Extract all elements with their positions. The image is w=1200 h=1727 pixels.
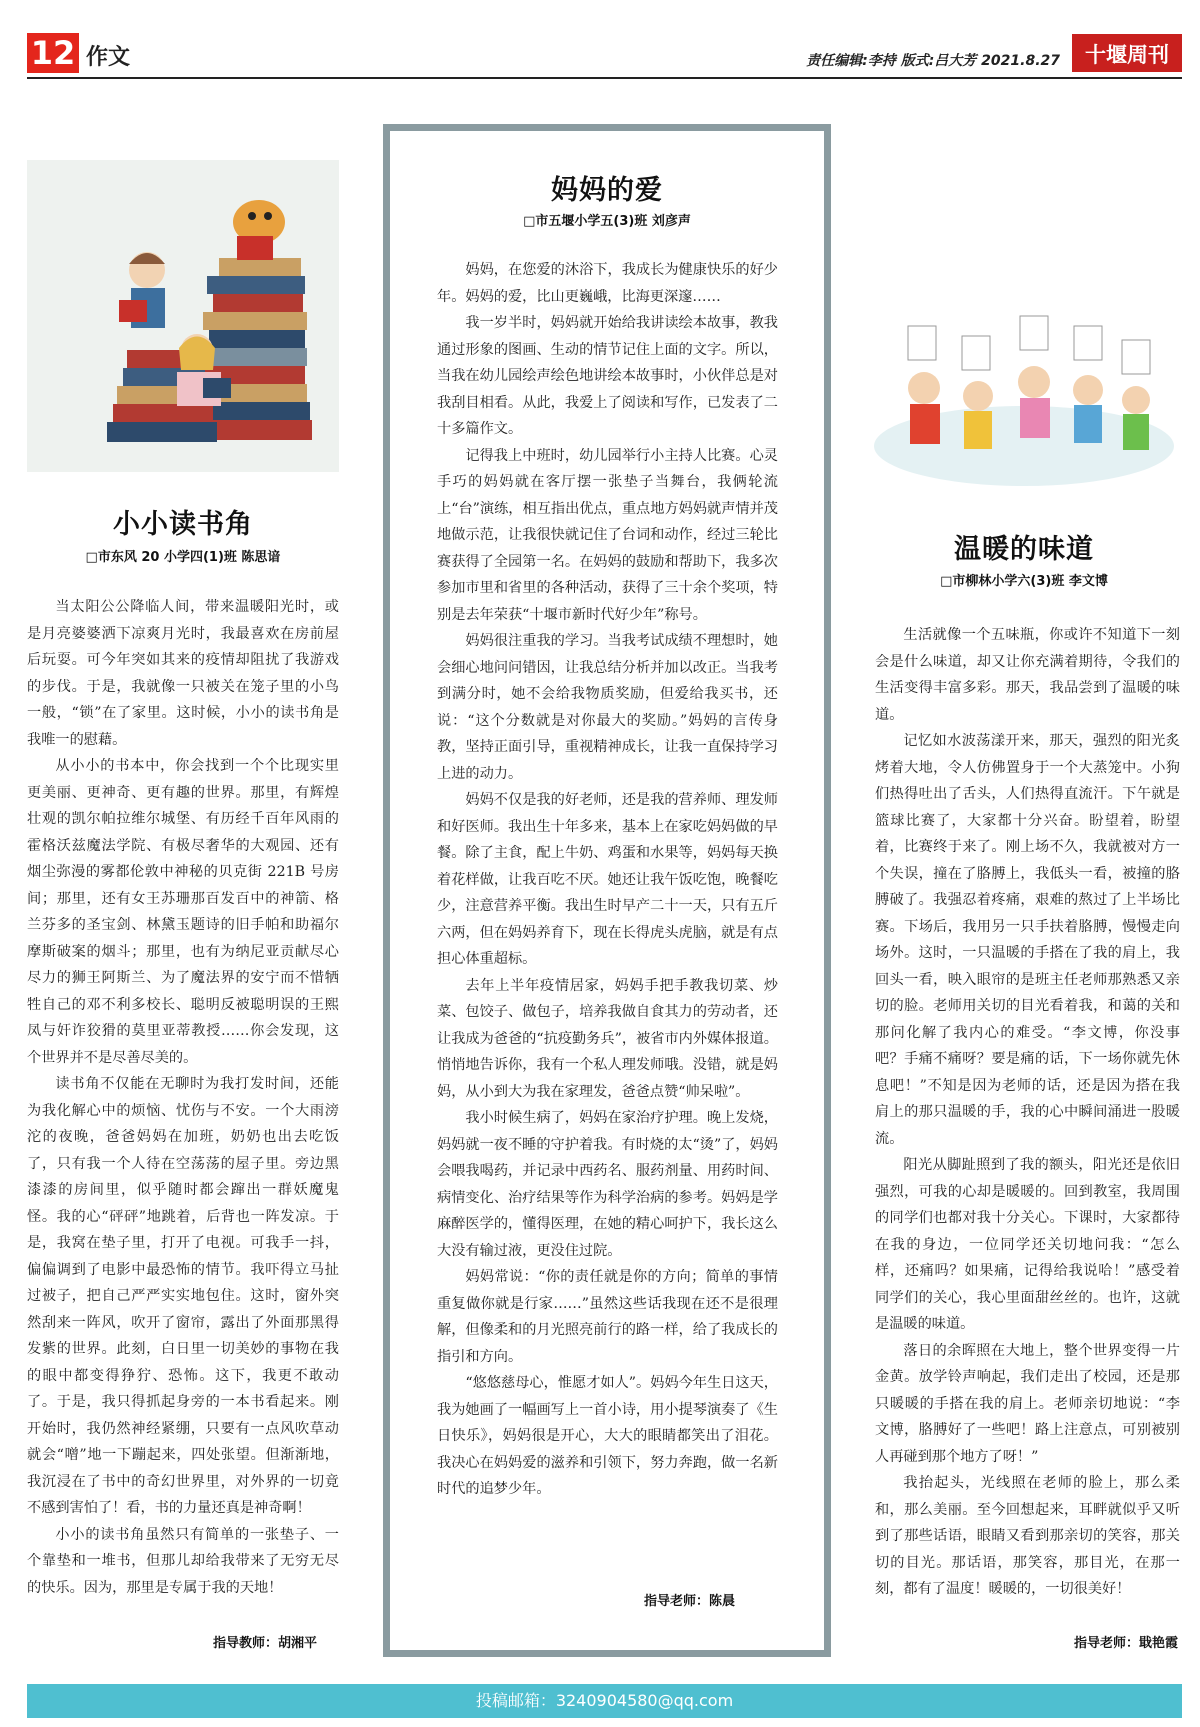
article-body-middle (437, 257, 778, 1503)
header-divider (27, 77, 1182, 79)
article-byline-left: □市东风 20 小学四(1)班 陈思谙 (85, 550, 281, 565)
paragraph: 读书角不仅能在无聊时为我打发时间，还能为我化解心中的烦恼、忧伤与不安。一个大雨滂沱的夜晚，爸爸妈妈在加班，奶奶也出去吃饭了，只有我一个人待在空荡荡的屋子里。旁边黑漆漆的房间里，似乎随时都会蹿出一群妖魔鬼怪。我的心“砰砰”地跳着，后背也一阵发凉。于是，我窝在垫子里，打开了电视。可我手一抖，偏偏调到了电影中最恐怖的情节。我吓得立马扯过被子，把自己严严实实地包住。这时，窗外突然刮来一阵风，吹开了窗帘，露出了外面那黑得发紫的世界。此刻，白日里一切美妙的事物在我的眼中都变得狰狞、恐怖。这下，我更不敢动了。于是，我只得抓起身旁的一本书看起来。刚开始时，我仍然神经紧绷，只要有一点风吹草动就会“噌”地一下蹦起来，四处张望。但渐渐地，我沉浸在了书中的奇幻世界里，对外界的一切竟不感到害怕了！看，书的力量还真是神奇啊！ (27, 1076, 339, 1516)
paragraph: 我一岁半时，妈妈就开始给我讲读绘本故事，教我通过形象的图画、生动的情节记住上面的文字。所以，当我在幼儿园绘声绘色地讲绘本故事时，小伙伴总是对我刮目相看。从此，我爱上了阅读和写作，已发表了二十多篇作文。 (437, 315, 778, 437)
submission-email-bar: 投稿邮箱：3240904580@qq.com (27, 1684, 1182, 1718)
children-holding-drawings-illustration (868, 296, 1180, 486)
books-reading-illustration (27, 160, 339, 472)
paragraph: 记忆如水波荡漾开来，那天，强烈的阳光炙烤着大地，令人仿佛置身于一个大蒸笼中。小狗们热得吐出了舌头，人们热得直流汗。下午就是篮球比赛了，大家都十分兴奋。盼望着，盼望着，比赛终于来了。刚上场不久，我就被对方一个失误，撞在了胳膊上，我低头一看，被撞的胳膊破了。我强忍着疼痛，艰难的熬过了上半场比赛。下场后，我用另一只手扶着胳膊，慢慢走向场外。这时，一只温暖的手搭在了我的肩上，我回头一看，映入眼帘的是班主任老师那熟悉又亲切的脸。老师用关切的目光看着我，和蔼的关和那问化解了我内心的难受。“李文博，你没事吧？手痛不痛呀？要是痛的话，下一场你就先休息吧！”不知是因为老师的话，还是因为搭在我肩上的那只温暖的手，我的心中瞬间涌进一股暖流。 (875, 733, 1180, 1147)
masthead-logo: 十堰周刊 (1072, 34, 1182, 72)
article-title-middle: 妈妈的爱 (551, 175, 663, 206)
article-title-left: 小小读书角 (113, 509, 253, 540)
paragraph: 落日的余晖照在大地上，整个世界变得一片金黄。放学铃声响起，我们走出了校园，还是那只暖暖的手搭在我的肩上。老师亲切地说：“李文博，胳膊好了一些吧！路上注意点，可别被别人再碰到那个地方了呀！” (875, 1342, 1180, 1465)
article-body-left (27, 594, 339, 1601)
article-byline-middle: □市五堰小学五(3)班 刘彦声 (523, 214, 691, 229)
article-title-right: 温暖的味道 (954, 534, 1094, 565)
paragraph: “悠悠慈母心，惟愿才如人”。妈妈今年生日这天，我为她画了一幅画写上一首小诗，用小提琴演奏了《生日快乐》，妈妈很是开心，大大的眼睛都笑出了泪花。我决心在妈妈爱的滋养和引领下，努力奔跑，做一名新时代的追梦少年。 (437, 1375, 778, 1497)
paragraph: 我抬起头，光线照在老师的脸上，那么柔和，那么美丽。至今回想起来，耳畔就似乎又听到了那些话语，眼睛又看到那亲切的笑容，那关切的目光。那话语，那笑容，那目光，在那一刻，都有了温度！暖暖的，一切很美好！ (875, 1475, 1180, 1597)
paragraph: 妈妈很注重我的学习。当我考试成绩不理想时，她会细心地问问错因，让我总结分析并加以改正。当我考到满分时，她不会给我物质奖励，但爱给我买书，还说：“这个分数就是对你最大的奖励。”妈妈的言传身教，坚持正面引导，重视精神成长，让我一直保持学习上进的动力。 (437, 633, 778, 782)
teacher-credit-right: 指导老师：戢艳霞 (1073, 1636, 1178, 1651)
paragraph: 我小时候生病了，妈妈在家治疗护理。晚上发烧，妈妈就一夜不睡的守护着我。有时烧的太“烫”了，妈妈会喂我喝药，并记录中西药名、服药剂量、用药时间、病情变化、治疗结果等作为科学治病的参考。妈妈是学麻醉医学的，懂得医理，在她的精心呵护下，我长这么大没有输过液，更没住过院。 (437, 1110, 778, 1259)
editor-credits: 责任编辑:李持 版式:吕大芳 2021.8.27 (806, 53, 1060, 69)
article-byline-right: □市柳林小学六(3)班 李文博 (940, 574, 1108, 589)
page-number: 12 (27, 33, 79, 73)
article-body-right (875, 622, 1180, 1603)
paragraph: 妈妈，在您爱的沐浴下，我成长为健康快乐的好少年。妈妈的爱，比山更巍峨，比海更深邃…… (437, 262, 778, 305)
teacher-credit-left: 指导教师：胡湘平 (212, 1636, 317, 1651)
paragraph: 妈妈不仅是我的好老师，还是我的营养师、理发师和好医师。我出生十年多来，基本上在家吃妈妈做的早餐。除了主食，配上牛奶、鸡蛋和水果等，妈妈每天换着花样做，让我百吃不厌。她还让我午饭吃饱，晚餐吃少，注意营养平衡。我出生时早产二十一天，只有五斤六两，但在妈妈养育下，现在长得虎头虎脑，就是有点担心体重超标。 (437, 792, 778, 967)
paragraph: 去年上半年疫情居家，妈妈手把手教我切菜、炒菜、包饺子、做包子，培养我做自食其力的劳动者，还让我成为爸爸的“抗疫勤务兵”，被省市内外媒体报道。悄悄地告诉你，我有一个私人理发师哦。没错，就是妈妈，从小到大为我在家理发，爸爸点赞“帅呆啦”。 (437, 977, 778, 1100)
paragraph: 阳光从脚趾照到了我的额头，阳光还是依旧强烈，可我的心却是暖暖的。回到教室，我周围的同学们也都对我十分关心。下课时，大家都待在我的身边，一位同学还关切地问我：“怎么样，还痛吗？如果痛，记得给我说哈！”感受着同学们的关心，我心里面甜丝丝的。也许，这就是温暖的味道。 (875, 1157, 1180, 1332)
paragraph: 生活就像一个五味瓶，你或许不知道下一刻会是什么味道，却又让你充满着期待，令我们的生活变得丰富多彩。那天，我品尝到了温暖的味道。 (875, 627, 1180, 723)
paragraph: 妈妈常说：“你的责任就是你的方向；简单的事情重复做你就是行家……”虽然这些话我现在还不是很理解，但像柔和的月光照亮前行的路一样，给了我成长的指引和方向。 (437, 1269, 778, 1365)
paragraph: 从小小的书本中，你会找到一个个比现实里更美丽、更神奇、更有趣的世界。那里，有辉煌壮观的凯尔帕拉维尔城堡、有历经千百年风雨的霍格沃兹魔法学院、有极尽奢华的大观园、还有烟尘弥漫的雾都伦敦中神秘的贝克街 221B 号房间；那里，还有女王苏珊那百发百中的神箭、格兰芬多的圣宝剑、林黛玉题诗的旧手帕和助福尔摩斯破案的烟斗；那里，也有为纳尼亚贡献尽心尽力的狮王阿斯兰、为了魔法界的安宁而不惜牺牲自己的邓不利多校长、聪明反被聪明误的王熙凤与奸诈狡猾的莫里亚蒂教授……你会发现，这个世界并不是尽善尽美的。 (27, 758, 339, 1066)
paragraph: 记得我上中班时，幼儿园举行小主持人比赛。心灵手巧的妈妈就在客厅摆一张垫子当舞台，我俩轮流上“台”演练，相互指出优点，重点地方妈妈就声情并茂地做示范，让我很快就记住了台词和动作，经过三轮比赛获得了全园第一名。在妈妈的鼓励和帮助下，我多次参加市里和省里的各种活动，获得了三十余个奖项，特别是去年荣获“十堰市新时代好少年”称号。 (437, 447, 778, 623)
paragraph: 当太阳公公降临人间，带来温暖阳光时，或是月亮婆婆洒下凉爽月光时，我最喜欢在房前屋后玩耍。可今年突如其来的疫情却阻扰了我游戏的步伐。于是，我就像一只被关在笼子里的小鸟一般，“锁”在了家里。这时候，小小的读书角是我唯一的慰藉。 (27, 599, 339, 748)
teacher-credit-middle: 指导老师：陈晨 (643, 1594, 735, 1609)
section-title: 作文 (86, 45, 131, 70)
paragraph: 小小的读书角虽然只有简单的一张垫子、一个靠垫和一堆书，但那儿却给我带来了无穷无尽的快乐。因为，那里是专属于我的天地！ (27, 1526, 339, 1596)
